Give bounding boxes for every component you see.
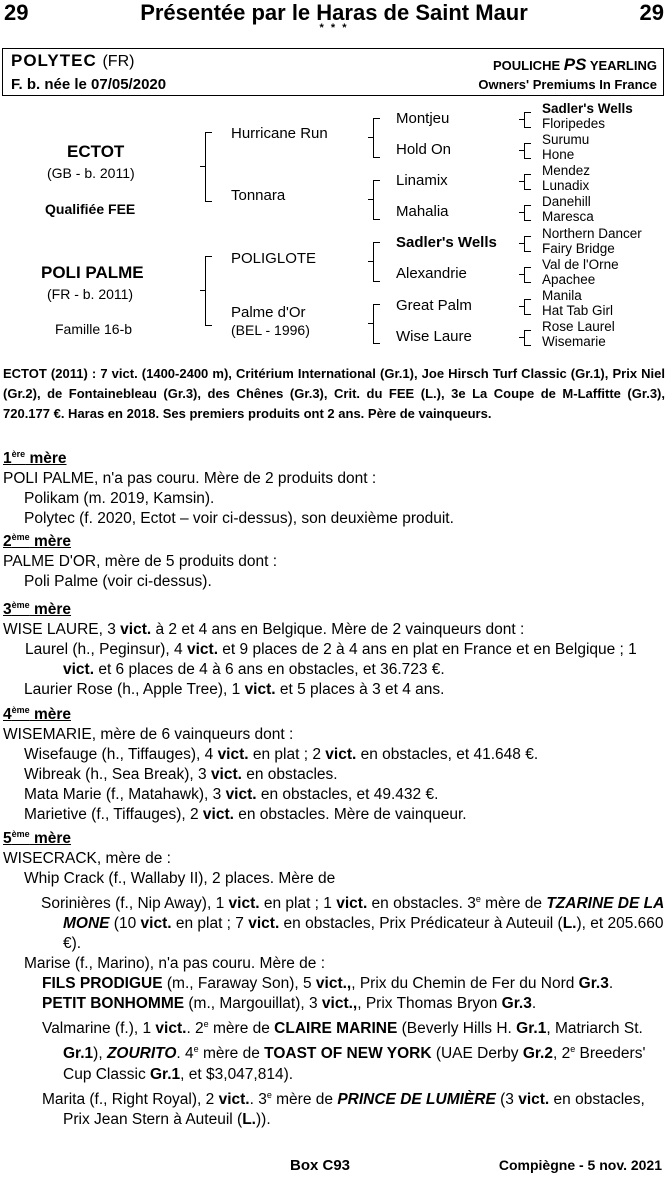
horse-id-box	[2, 48, 664, 96]
third-dam-section	[3, 595, 665, 700]
lot-number-right: 29	[639, 0, 664, 25]
dam-intro: POLI PALME, n'a pas couru. Mère de 2 produits dont :	[3, 470, 377, 488]
g4-ancestor: Fairy Bridge	[542, 241, 615, 256]
g3-sadlers-wells: Sadler's Wells	[396, 234, 497, 251]
g4-ancestor: Hone	[542, 147, 575, 162]
g4-ancestor: Northern Dancer	[542, 226, 642, 241]
horse-name: POLYTEC (FR)	[11, 51, 135, 70]
dam-intro: WISECRACK, mère de :	[3, 850, 171, 868]
produce-line: Poli Palme (voir ci-dessus).	[24, 573, 212, 591]
generation-heading: 1ère mère	[3, 449, 67, 468]
fourth-dam-section	[3, 700, 665, 825]
g4-ancestor: Rose Laurel	[542, 319, 615, 334]
dam-name: POLI PALME	[41, 263, 144, 282]
generation-heading: 3ème mère	[3, 600, 72, 619]
generation-heading: 2ème mère	[3, 532, 72, 551]
bracket	[524, 174, 531, 190]
produce-line: Polikam (m. 2019, Kamsin).	[24, 490, 215, 508]
sire-origin: (GB - b. 2011)	[47, 165, 135, 181]
produce-line: Marise (f., Marino), n'a pas couru. Mère de :	[24, 955, 326, 973]
g3-great-palm: Great Palm	[396, 297, 472, 314]
bracket	[524, 236, 531, 252]
horse-country: (FR)	[102, 53, 135, 70]
horse-birth: F. b. née le 07/05/2020	[11, 76, 167, 93]
g3-linamix: Linamix	[396, 172, 448, 189]
produce-line: FILS PRODIGUE (m., Faraway Son), 5 vict.,, Prix du Chemin de Fer du Nord Gr.3.	[42, 975, 614, 993]
dam-origin: (FR - b. 2011)	[47, 286, 134, 302]
g4-ancestor: Floripedes	[542, 116, 606, 131]
g4-ancestor: Danehill	[542, 194, 591, 209]
sire-sire: Hurricane Run	[231, 125, 328, 142]
sire-stats: ECTOT (2011) : 7 vict. (1400-2400 m), Critérium International (Gr.1), Joe Hirsch Turf Classic (Gr.1), Prix Niel (Gr.2), de Fontainebleau (Gr.3), des Chênes (Gr.3), Crit. du FEE (L.), 3e La Coupe de M-Laffitte (Gr.3), 720.177 €. Haras en 2018. Ses premiers produits ont 2 ans. Père de vainqueurs.	[3, 366, 665, 421]
sale-place-date: Compiègne - 5 nov. 2021	[498, 1157, 662, 1173]
bracket	[205, 132, 212, 202]
produce-line: PETIT BONHOMME (m., Margouillat), 3 vict.,, Prix Thomas Bryon Gr.3.	[42, 995, 537, 1013]
produce-line: Wisefauge (h., Tiffauges), 4 vict. en plat ; 2 vict. en obstacles, et 41.648 €.	[24, 746, 539, 764]
first-dam-section	[3, 444, 665, 529]
bracket	[373, 118, 380, 158]
lot-number-left: 29	[4, 0, 29, 25]
g3-hold-on: Hold On	[396, 141, 452, 158]
pedigree-table	[0, 100, 668, 355]
g3-wise-laure: Wise Laure	[396, 328, 472, 345]
bracket	[524, 143, 531, 159]
dam-dam: Palme d'Or	[231, 304, 306, 321]
produce-line: Marita (f., Right Royal), 2 vict.. 3e mère de PRINCE DE LUMIÈRE (3 vict. en obstacles, Prix Jean Stern à Auteuil (L.)).	[42, 1089, 645, 1128]
bracket	[524, 205, 531, 221]
g4-ancestor: Mendez	[542, 163, 591, 178]
header-stars: * * *	[319, 22, 349, 34]
g4-ancestor: Maresca	[542, 209, 594, 224]
g3-mahalia: Mahalia	[396, 203, 449, 220]
produce-line: Whip Crack (f., Wallaby II), 2 places. Mère de	[24, 870, 336, 888]
g4-ancestor: Wisemarie	[542, 334, 606, 349]
g3-montjeu: Montjeu	[396, 110, 450, 127]
bracket	[373, 242, 380, 282]
bracket	[524, 299, 531, 315]
owners-premiums: Owners' Premiums In France	[478, 77, 657, 92]
fifth-dam-section	[3, 824, 665, 1130]
g4-ancestor: Sadler's Wells	[542, 101, 633, 116]
bracket	[373, 180, 380, 220]
dam-intro: WISEMARIE, mère de 6 vainqueurs dont :	[3, 726, 294, 744]
g4-ancestor: Apachee	[542, 272, 596, 287]
g4-ancestor: Hat Tab Girl	[542, 303, 614, 318]
generation-heading: 5ème mère	[3, 829, 72, 848]
sire-dam: Tonnara	[231, 187, 286, 204]
dam-intro: WISE LAURE, 3 vict. à 2 et 4 ans en Belgique. Mère de 2 vainqueurs dont :	[3, 621, 525, 639]
produce-line: Marietive (f., Tiffauges), 2 vict. en obstacles. Mère de vainqueur.	[24, 806, 467, 824]
bracket	[524, 267, 531, 283]
dam-family: Famille 16-b	[55, 321, 133, 337]
produce-line: Laurel (h., Peginsur), 4 vict. et 9 places de 2 à 4 ans en plat en France et en Belgique ; 1 vict. et 6 places de 4 à 6 ans en obstacles, et 36.723 €.	[25, 641, 637, 679]
horse-sex-age: POULICHE PS YEARLING	[492, 55, 657, 74]
produce-line: Polytec (f. 2020, Ectot – voir ci-dessus), son deuxième produit.	[24, 510, 454, 528]
sire-name: ECTOT	[67, 142, 125, 161]
page-title: Présentée par le Haras de Saint Maur	[140, 0, 528, 25]
generation-heading: 4ème mère	[3, 705, 72, 724]
bracket	[524, 330, 531, 346]
bracket	[373, 304, 380, 344]
dam-sire: POLIGLOTE	[231, 250, 317, 267]
bracket	[205, 256, 212, 326]
dam-intro: PALME D'OR, mère de 5 produits dont :	[3, 553, 278, 571]
dam-dam-origin: (BEL - 1996)	[231, 322, 310, 338]
bracket	[524, 112, 531, 128]
produce-line: Mata Marie (f., Matahawk), 3 vict. en obstacles, et 49.432 €.	[24, 786, 439, 804]
g4-ancestor: Manila	[542, 288, 582, 303]
produce-line: Sorinières (f., Nip Away), 1 vict. en plat ; 1 vict. en obstacles. 3e mère de TZARINE DE LA MONE (10 vict. en plat ; 7 vict. en obstacles, Prix Prédicateur à Auteuil (L.), et 205.660 €).	[41, 894, 664, 953]
g3-alexandrie: Alexandrie	[396, 265, 467, 282]
produce-line: Valmarine (f.), 1 vict.. 2e mère de CLAIRE MARINE (Beverly Hills H. Gr.1, Matriarch St. Gr.1), ZOURITO. 4e mère de TOAST OF NEW YORK (UAE Derby Gr.2, 2e Breeders' Cup Classic Gr.1, et $3,047,814).	[42, 1019, 646, 1083]
produce-line: Laurier Rose (h., Apple Tree), 1 vict. et 5 places à 3 et 4 ans.	[24, 681, 445, 699]
produce-line: Wibreak (h., Sea Break), 3 vict. en obstacles.	[24, 766, 338, 784]
g4-ancestor: Lunadix	[542, 178, 590, 193]
g4-ancestor: Val de l'Orne	[542, 257, 619, 272]
box-number: Box C93	[290, 1157, 351, 1174]
sire-note: Qualifiée FEE	[45, 201, 136, 217]
second-dam-section	[3, 527, 665, 592]
g4-ancestor: Surumu	[542, 132, 590, 147]
